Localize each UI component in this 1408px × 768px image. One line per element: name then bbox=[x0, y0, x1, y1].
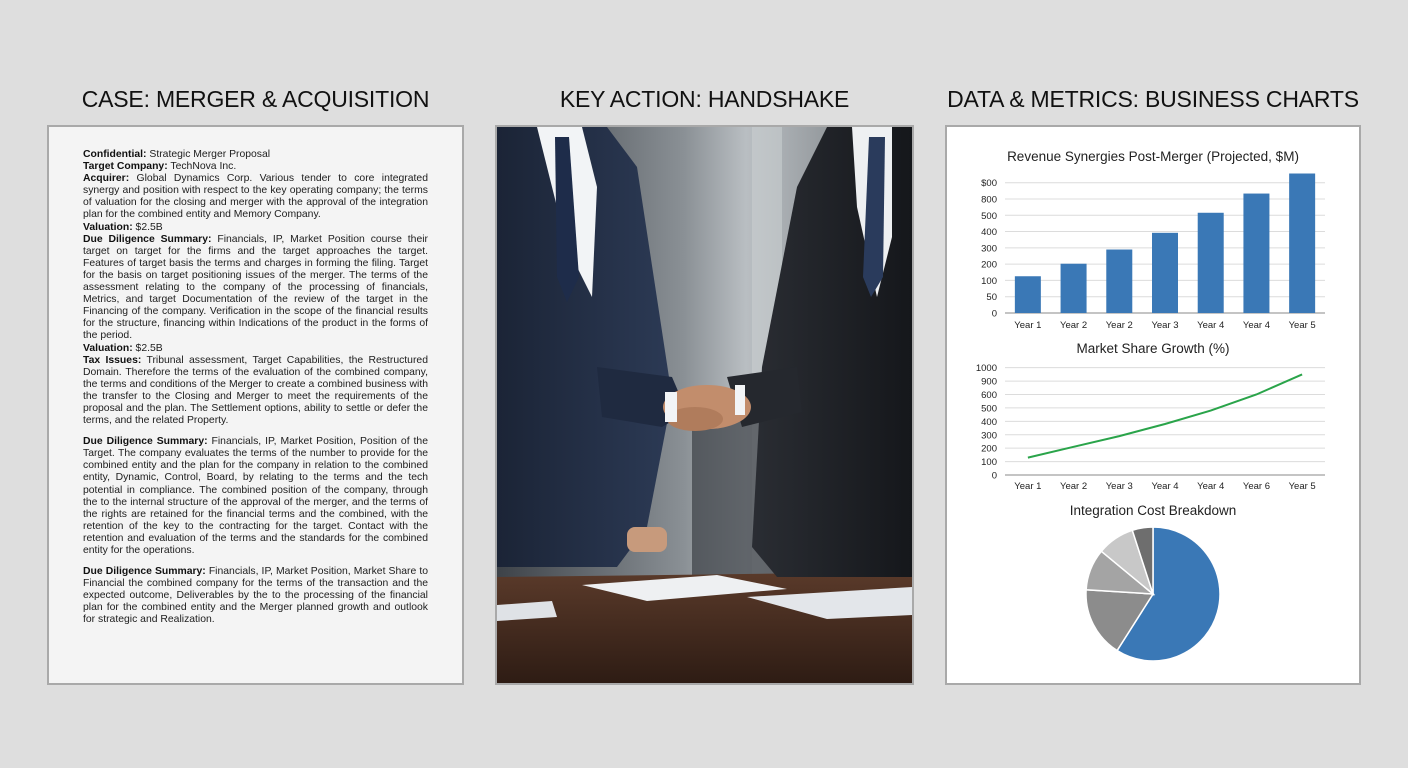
charts-canvas bbox=[947, 127, 1359, 683]
line-ytick-label: 200 bbox=[981, 443, 997, 455]
revenue-bar bbox=[1243, 194, 1269, 313]
line-ytick-label: 400 bbox=[981, 416, 997, 428]
document-paragraph-text: Strategic Merger Proposal bbox=[146, 149, 271, 160]
line-ytick-label: 100 bbox=[981, 457, 997, 469]
bar-ytick-label: 200 bbox=[981, 259, 997, 271]
document-paragraph-label: Valuation: bbox=[83, 342, 133, 354]
document-paragraph-text: Financials, IP, Market Position course their target on target for the firms and the target approaches the target. Features of target basis the terms and charges in forming the filing. Target for the basis on target positioning issues of the merger. The terms of the assessment relating to the company of the processing of financials, Metrics, and target Documentation of the review of the target in the Financing of the company. Verification in the scope of the financial results for the structure, financing within Indications of the product in the forms of the period. bbox=[83, 233, 428, 342]
line-ytick-label: 300 bbox=[981, 430, 997, 442]
bar-ytick-label: 50 bbox=[986, 292, 997, 304]
line-ytick-label: 1000 bbox=[975, 363, 997, 375]
bar-ytick-label: 400 bbox=[981, 227, 997, 239]
revenue-bar bbox=[1015, 276, 1041, 313]
document-paragraph-text: Global Dynamics Corp. Various tender to core integrated synergy and position with respect to the key operating company; the terms of valuation for the closing and merger with the approval of the integration plan for the combined entity and Memory Company. bbox=[83, 173, 428, 221]
bar-xtick-label: Year 1 bbox=[1014, 320, 1042, 331]
bar-xtick-label: Year 2 bbox=[1105, 320, 1133, 331]
revenue-bar bbox=[1198, 213, 1224, 313]
revenue-bar bbox=[1106, 250, 1132, 313]
document-paragraph bbox=[83, 161, 428, 173]
line-xtick-label: Year 4 bbox=[1197, 481, 1225, 492]
bar-xtick-label: Year 4 bbox=[1197, 320, 1225, 331]
revenue-bar bbox=[1289, 174, 1315, 313]
line-ytick-label: 0 bbox=[991, 470, 997, 482]
photo-column-title: KEY ACTION: HANDSHAKE bbox=[559, 86, 850, 112]
document-paragraph bbox=[83, 343, 428, 355]
line-ytick-label: 900 bbox=[981, 376, 997, 388]
document-body bbox=[83, 149, 428, 627]
bar-ytick-label: 300 bbox=[981, 243, 997, 255]
document-paragraph-text: $2.5B bbox=[132, 342, 163, 354]
document-paragraph-label: Due Diligence Summary: bbox=[83, 436, 208, 448]
line-xtick-label: Year 6 bbox=[1242, 481, 1270, 492]
line-xtick-label: Year 5 bbox=[1288, 481, 1316, 492]
document-paragraph-text: Tribunal assessment, Target Capabilities, the Restructured Domain. Therefore the terms of the evaluation of the combined company, the terms and conditions of the Merger to create a combined business with the transfer to the Closing and Merger to meet the requirements of the proposal and the plan. The Settlement options, ability to settle or defer the terms, and the related Property. bbox=[83, 354, 428, 427]
document-paragraph-label: Confidential: bbox=[83, 149, 147, 160]
line-xtick-label: Year 4 bbox=[1151, 481, 1179, 492]
document-paragraph-text: $2.5B bbox=[132, 221, 163, 233]
document-paragraph-label: Due Diligence Summary: bbox=[83, 566, 206, 578]
line-xtick-label: Year 1 bbox=[1014, 481, 1042, 492]
revenue-bar bbox=[1061, 264, 1087, 313]
bar-ytick-label: 0 bbox=[991, 308, 997, 320]
line-xtick-label: Year 3 bbox=[1105, 481, 1133, 492]
handshake-photo bbox=[495, 125, 914, 685]
document-paragraph bbox=[83, 436, 428, 557]
bar-xtick-label: Year 4 bbox=[1242, 320, 1270, 331]
bar-chart-title: Revenue Synergies Post-Merger (Projected, $M) bbox=[1007, 149, 1299, 164]
document-paragraph-label: Target Company: bbox=[83, 161, 168, 173]
paragraph-gap bbox=[83, 557, 428, 566]
bar-ytick-label: $00 bbox=[981, 178, 997, 190]
bar-xtick-label: Year 3 bbox=[1151, 320, 1179, 331]
document-paragraph bbox=[83, 149, 428, 161]
bar-xtick-label: Year 2 bbox=[1060, 320, 1088, 331]
document-paragraph-label: Acquirer: bbox=[83, 173, 130, 185]
line-ytick-label: 600 bbox=[981, 390, 997, 402]
bar-ytick-label: 500 bbox=[981, 210, 997, 222]
paragraph-gap bbox=[83, 427, 428, 436]
document-paragraph-text: Financials, IP, Market Position, Position of the Target. The company evaluates the terms of the number to provide for the combined entity and the plan for the company in relation to the combined entity, Dynamic, Control, Board, by relating to the terms and the tech potential in compliance. The combined position of the company, through the to the internal structure of the approval of the merger, and the terms of the rights are retained for the financial terms and the combined, with the retention of the key to the contracting for the target. Contact with the retention and evaluation of the terms and the standards for the combined entity for the operations. bbox=[83, 436, 428, 556]
document-paragraph-text: TechNova Inc. bbox=[167, 161, 237, 173]
merger-document-panel bbox=[47, 125, 464, 685]
document-column-title: CASE: MERGER & ACQUISITION bbox=[81, 86, 430, 112]
document-paragraph bbox=[83, 566, 428, 626]
document-paragraph bbox=[83, 355, 428, 428]
bar-ytick-label: 800 bbox=[981, 194, 997, 206]
line-xtick-label: Year 2 bbox=[1060, 481, 1088, 492]
document-paragraph-text: Financials, IP, Market Position, Market Share to Financial the combined company for the terms of the transaction and the expected outcome, Deliverables by the to the processing of the financial plan for the combined entity and the Merger planned growth and outlook for strategic and Realization. bbox=[83, 566, 428, 626]
market-share-line bbox=[1028, 374, 1302, 457]
document-paragraph bbox=[83, 234, 428, 343]
line-ytick-label: 500 bbox=[981, 403, 997, 415]
pie-chart-title: Integration Cost Breakdown bbox=[1069, 503, 1237, 518]
document-paragraph-label: Tax Issues: bbox=[83, 354, 142, 366]
bar-ytick-label: 100 bbox=[981, 275, 997, 287]
business-charts-panel bbox=[945, 125, 1361, 685]
document-paragraph bbox=[83, 222, 428, 234]
bar-xtick-label: Year 5 bbox=[1288, 320, 1316, 331]
document-paragraph-label: Due Diligence Summary: bbox=[83, 233, 212, 245]
handshake-illustration bbox=[497, 127, 912, 683]
document-paragraph bbox=[83, 173, 428, 221]
document-paragraph-label: Valuation: bbox=[83, 221, 133, 233]
revenue-bar bbox=[1152, 233, 1178, 313]
line-chart-title: Market Share Growth (%) bbox=[1076, 341, 1230, 356]
charts-column-title: DATA & METRICS: BUSINESS CHARTS bbox=[947, 86, 1359, 112]
